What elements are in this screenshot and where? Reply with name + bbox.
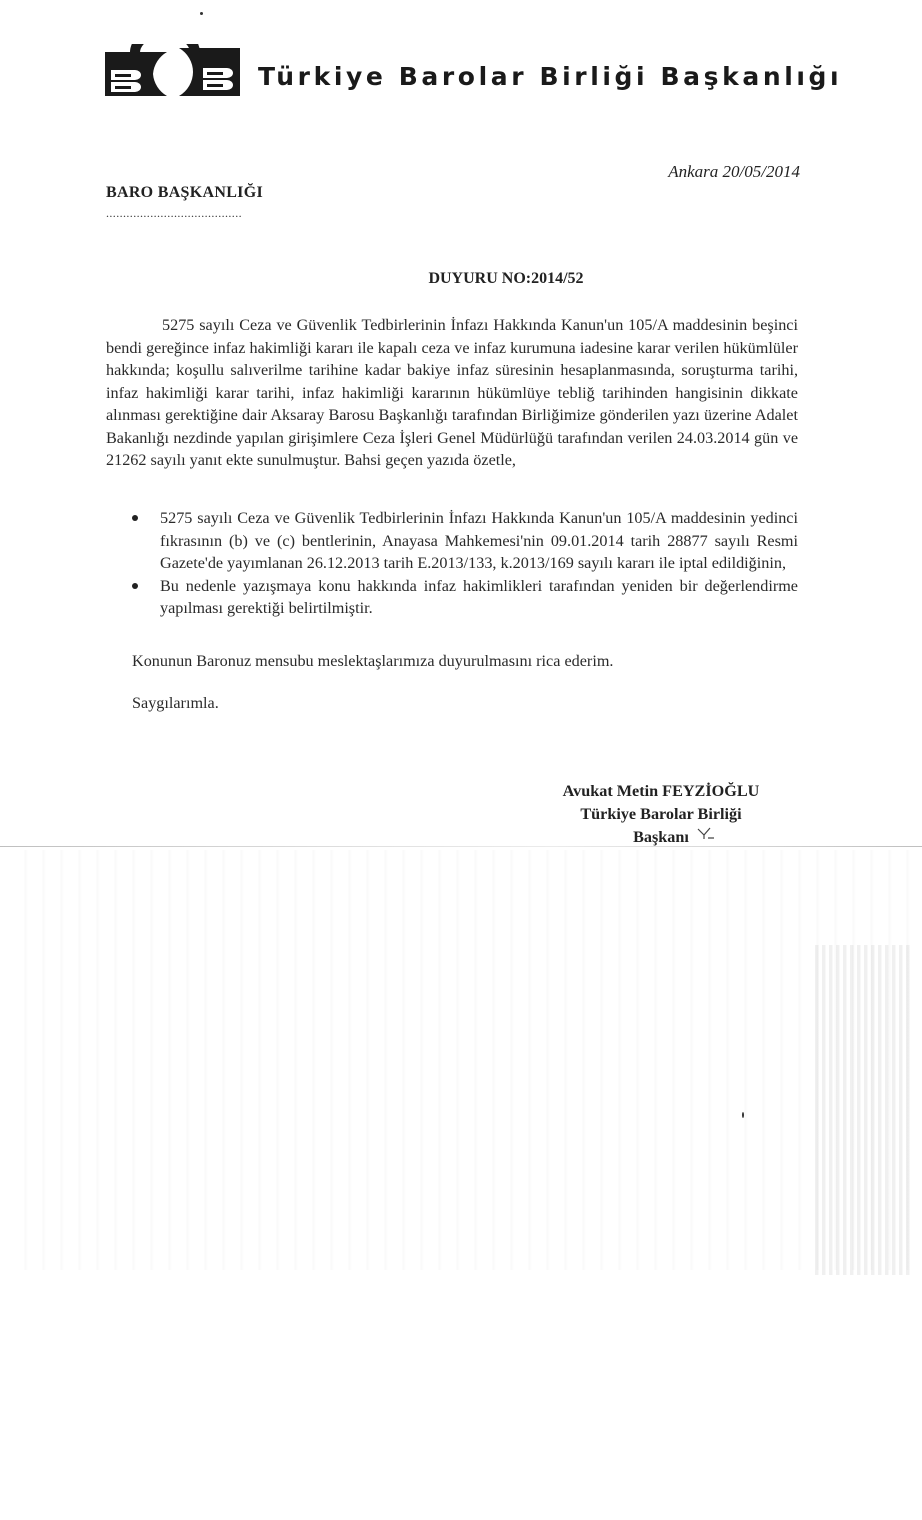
recipient: BARO BAŞKANLIĞI (106, 184, 263, 201)
bullet-list (132, 507, 798, 620)
recipient-dots: ........................................ (106, 206, 242, 220)
bullet-icon (132, 515, 138, 521)
letter-date: Ankara 20/05/2014 (668, 162, 800, 181)
announcement-number: DUYURU NO:2014/52 (428, 270, 584, 287)
scan-bleed-through-right (815, 945, 910, 1275)
body-paragraph (106, 314, 798, 472)
signatory-name: Avukat Metin FEYZİOĞLU (562, 782, 760, 800)
list-item-text: 5275 sayılı Ceza ve Güvenlik Tedbirlerinin İnfazı Hakkında Kanun'un 105/A maddesinin yedinci fıkrasının (b) ve (c) bentlerinin, Anayasa Mahkemesi'nin 09.01.2014 tarih 28877 sayılı Resmi Gazete'de yayımlanan 26.12.2013 tarih E.2013/133, k.2013/169 sayılı kararı ile iptal edildiğinin, (160, 509, 798, 572)
scan-bleed-through (10, 850, 915, 1270)
list-item (132, 575, 798, 620)
scan-speck (742, 1112, 744, 1118)
signature-block (546, 780, 776, 849)
signatory-title: Başkanı (633, 828, 689, 846)
body-paragraph-text: 5275 sayılı Ceza ve Güvenlik Tedbirlerinin İnfazı Hakkında Kanun'un 105/A maddesinin beşinci bendi gereğince infaz hakimliği kararı ile kapalı ceza ve infaz kurumuna iadesine karar verilen hükümlüler hakkında; koşullu salıverilme tarihine kadar bakiye infaz süresinin hesaplanmasında, soruşturma tarihi, infaz hakimliği karar tarihi, infaz hakimliği kararının hükümlüye tebliğ tarihinden hangisinin dikkate alınması gerektiğine dair Aksaray Barosu Başkanlığı tarafından Birliğimize gönderilen yazı üzerine Adalet Bakanlığı nezdinde yapılan girişimlere Ceza İşleri Genel Müdürlüğü tarafından verilen 24.03.2014 gün ve 21262 sayılı yanıt ekte sunulmuştur. Bahsi geçen yazıda özetle, (106, 316, 798, 469)
page-fold-line (0, 846, 922, 847)
signature-mark-icon (696, 826, 716, 840)
tbb-logo-icon (105, 44, 240, 100)
closing-line: Konunun Baronuz mensubu meslektaşlarımıza duyurulmasını rica ederim. (132, 652, 614, 670)
organization-title: Türkiye Barolar Birliği Başkanlığı (258, 62, 843, 91)
bullet-icon (132, 583, 138, 589)
regards: Saygılarımla. (132, 694, 219, 712)
signatory-organization: Türkiye Barolar Birliği (580, 805, 742, 823)
list-item-text: Bu nedenle yazışmaya konu hakkında infaz hakimlikleri tarafından yeniden bir değerlendirme yapılması gerektiği belirtilmiştir. (160, 576, 798, 617)
scan-speck (200, 12, 203, 15)
list-item (132, 507, 798, 575)
